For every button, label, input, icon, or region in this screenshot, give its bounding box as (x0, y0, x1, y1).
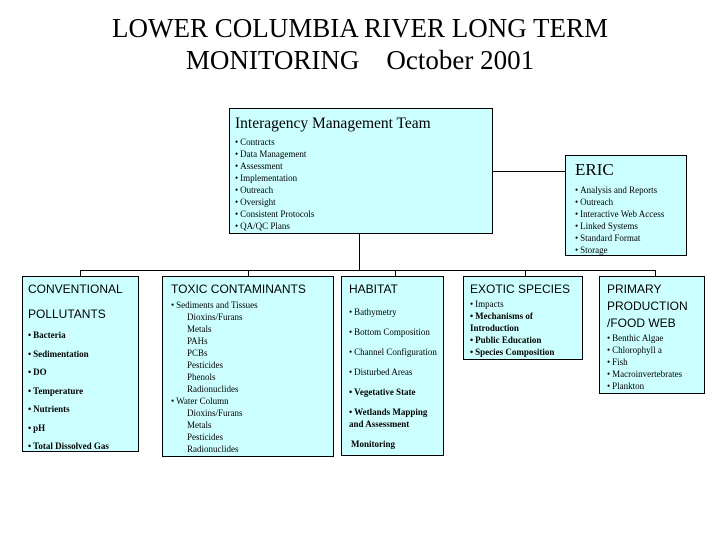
exotic-title: EXOTIC SPECIES (470, 282, 571, 296)
conv-item: • pH (28, 422, 138, 434)
conv-item: • Temperature (28, 385, 138, 397)
primary-list (607, 332, 704, 392)
toxic-item: Dioxins/Furans (187, 312, 243, 322)
toxic-item: Radionuclides (187, 384, 239, 394)
connector-imt-eric (493, 171, 565, 172)
habitat-title: HABITAT (349, 282, 398, 296)
hab-item: • Wetlands Mapping and Assessment (349, 406, 443, 430)
imt-item: • Outreach (235, 184, 492, 196)
hab-item: • Bathymetry (349, 306, 443, 318)
exotic-box (463, 276, 583, 360)
title-line-1: LOWER COLUMBIA RIVER LONG TERM (112, 13, 608, 43)
primary-item: • Macroinvertebrates (607, 368, 704, 380)
toxic-item: PCBs (187, 348, 208, 358)
toxic-item: Radionuclides (187, 444, 239, 454)
toxic-item: Pesticides (187, 432, 223, 442)
conv-item: • Nutrients (28, 403, 138, 415)
exotic-item: • Impacts (470, 298, 582, 310)
conventional-title-2: POLLUTANTS (28, 307, 106, 321)
toxic-item: Pesticides (187, 360, 223, 370)
toxic-item: • Sediments and Tissues (171, 299, 333, 311)
habitat-list (349, 306, 443, 450)
eric-box (565, 155, 687, 256)
title-line-2: MONITORING October 2001 (185, 45, 535, 75)
conventional-list (28, 329, 138, 452)
primary-title-3: /FOOD WEB (607, 316, 676, 330)
eric-item: • Interactive Web Access (575, 208, 686, 220)
imt-box (229, 108, 493, 234)
toxic-item: • Water Column (171, 395, 333, 407)
imt-item: • Implementation (235, 172, 492, 184)
conv-item: • DO (28, 366, 138, 378)
toxic-list (171, 299, 333, 455)
eric-list (575, 184, 686, 256)
hab-item: • Vegetative State (349, 386, 443, 398)
eric-item: • Standard Format (575, 232, 686, 244)
conventional-box (22, 276, 139, 452)
exotic-list (470, 298, 582, 358)
eric-item: • Outreach (575, 196, 686, 208)
conv-item: • Sedimentation (28, 348, 138, 360)
eric-item: • Storage (575, 244, 686, 256)
toxic-item: Metals (187, 420, 212, 430)
imt-item: • Data Management (235, 148, 492, 160)
conv-item: • Total Dissolved Gas (28, 440, 138, 452)
toxic-title: TOXIC CONTAMINANTS (171, 282, 306, 296)
primary-title-2: PRODUCTION (607, 299, 688, 313)
exotic-item: • Mechanisms of Introduction (470, 310, 582, 334)
page-title (0, 12, 720, 76)
hab-item: Monitoring (351, 439, 395, 449)
toxic-box (162, 276, 334, 457)
imt-item: • Assessment (235, 160, 492, 172)
imt-title: Interagency Management Team (235, 115, 431, 132)
primary-item: • Benthic Algae (607, 332, 704, 344)
imt-item: • Contracts (235, 136, 492, 148)
exotic-item: • Species Composition (470, 346, 582, 358)
toxic-item: Metals (187, 324, 212, 334)
toxic-item: PAHs (187, 336, 208, 346)
primary-item: • Chlorophyll a (607, 344, 704, 356)
eric-item: • Linked Systems (575, 220, 686, 232)
imt-item: • Oversight (235, 196, 492, 208)
imt-item: • QA/QC Plans (235, 220, 492, 232)
connector-horizontal-bus (80, 270, 655, 271)
hab-item: • Channel Configuration (349, 346, 443, 358)
exotic-item: • Public Education (470, 334, 582, 346)
eric-title: ERIC (575, 160, 614, 179)
primary-item: • Fish (607, 356, 704, 368)
hab-item: • Bottom Composition (349, 326, 443, 338)
eric-item: • Analysis and Reports (575, 184, 686, 196)
connector-imt-down (359, 233, 360, 271)
conventional-title-1: CONVENTIONAL (28, 282, 123, 296)
imt-list (235, 136, 492, 232)
hab-item: • Disturbed Areas (349, 366, 443, 378)
primary-box (599, 276, 705, 394)
habitat-box (341, 276, 444, 456)
imt-item: • Consistent Protocols (235, 208, 492, 220)
conv-item: • Bacteria (28, 329, 138, 341)
toxic-item: Dioxins/Furans (187, 408, 243, 418)
primary-item: • Plankton (607, 380, 704, 392)
primary-title-1: PRIMARY (607, 282, 662, 296)
toxic-item: Phenols (187, 372, 216, 382)
